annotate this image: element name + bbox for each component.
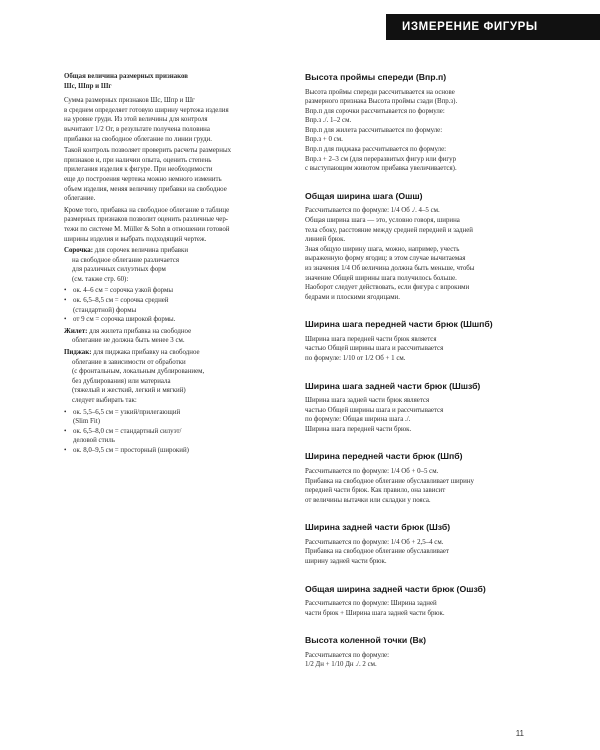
heading-back-step-width: Ширина шага задней части брюк (Шшзб) — [305, 380, 481, 391]
list-item: • ок. 6,5–8,5 см = сорочка средней (стандартной) формы — [64, 297, 169, 314]
section-armhole-front-text: Высота проймы спереди рассчитывается на основе размерного признака Высота проймы сзади (Впр.з). Впр.п для сорочки рассчитывается по формуле: Впр.з ./. 1–2 см. Впр.п для жилета рассчитывается по формуле: Впр.з + 0 см. Впр.п для пиджака рассчитывается по формуле: Впр.з + 2–3 см (для переразвитых фигур или фигур с выступающим животом прибавка увеличивается). — [305, 88, 458, 173]
jacket-label: Пиджак: — [64, 349, 92, 357]
list-item: • ок. 5,5–6,5 см = узкий/прилегающий (Slim Fit) — [64, 408, 181, 426]
shirt-list — [64, 286, 286, 324]
list-item: • ок. 8,0–9,5 см = просторный (широкий) — [64, 446, 189, 454]
section-front-step-width-text: Ширина шага передней части брюк является частью Общей ширины шага и рассчитывается по формуле: 1/10 от 1/2 Об + 1 см. — [305, 335, 444, 362]
section-total-back-width-text: Рассчитывается по формуле: Ширина задней части брюк + Ширина шага задней части брюк. — [305, 600, 445, 617]
shirt-label: Сорочка: — [64, 247, 94, 255]
paragraph-2: Такой контроль позволяет проверить расчеты размерных признаков и, при наличии опыта, оценить степень прилегания изделия к фигуре. При необходимости еще до построения чертежа можно немного изменить объем изделия, меняя величину прибавки на свободное облегание. — [64, 147, 232, 203]
section-back-trouser-width-text: Рассчитывается по формуле: 1/4 Об + 2,5–4 см. Прибавка на свободное облегание обуславливает ширину задней части брюк. — [305, 538, 449, 565]
section-back-step-width-text: Ширина шага задней части брюк является частью Общей ширины шага и рассчитывается по формуле: Общая ширина шага ./. Ширина шага передней части брюк. — [305, 397, 444, 433]
heading-total-size-features: Общая величина размерных признаков Шс, Шпр и Шг — [64, 73, 189, 90]
section-front-trouser-width-text: Рассчитывается по формуле: 1/4 Об + 0–5 см. Прибавка на свободное облегание обуславливает ширину передней части брюк. Как правило, она зависит от величины вытачки или складки у пояса. — [305, 467, 474, 504]
section-knee-height-text: Рассчитывается по формуле: 1/2 Дн + 1/10 Дн ./. 2 см. — [305, 651, 390, 669]
heading-knee-height: Высота коленной точки (Вк) — [305, 635, 427, 646]
list-item: • ок. 6,5–8,0 см = стандартный силуэт/ деловой стиль — [64, 427, 182, 445]
section-title: ИЗМЕРЕНИЕ ФИГУРЫ — [402, 21, 538, 33]
list-item: • ок. 4–6 см = сорочка узкой формы — [64, 287, 174, 295]
heading-total-back-width: Общая ширина задней части брюк (Ошзб) — [305, 583, 486, 594]
heading-total-step-width: Общая ширина шага (Ошш) — [305, 190, 423, 201]
page-number: 11 — [515, 729, 524, 738]
vest-label: Жилет: — [64, 327, 88, 335]
paragraph-1: Сумма размерных признаков Шс, Шпр и Шг в среднем определяет готовую ширину чертежа изделия на уровне груди. Из этой величины для контроля вычитают 1/2 Ог, в результате получена половина прибавки на свободное облегание по линии груди. — [64, 97, 229, 143]
heading-front-step-width: Ширина шага передней части брюк (Шшпб) — [305, 319, 493, 330]
heading-front-trouser-width: Ширина передней части брюк (Шпб) — [305, 451, 463, 462]
heading-armhole-front: Высота проймы спереди (Впр.п) — [305, 72, 447, 82]
section-total-step-width-text: Рассчитывается по формуле: 1/4 Об ./. 4–5 см. Общая ширина шага — это, условно говоря, ширина тела сбоку, расстояние между средней передней и задней линией брюк. Зная общую ширину шага, можно, например, учесть выраженную форму ягодиц: в этом случае вычитаемая из значения 1/4 Об величина должна быть меньше, чтобы значение Общей ширины шага получилось больше. Наоборот следует действовать, если фигура с впрокими бедрами и плоскими ягодицами. — [305, 207, 475, 301]
jacket-list — [64, 408, 286, 456]
left-column — [64, 72, 286, 458]
heading-back-trouser-width: Ширина задней части брюк (Шзб) — [305, 522, 451, 533]
section-header-bar — [386, 14, 600, 40]
paragraph-3: Кроме того, прибавка на свободное облегание в таблице размерных признаков позволит оценить различные чер- тежи по системе M. Müller & Sohn в отношении готовой ширины изделия и выбрать подходящий чертеж. — [64, 206, 230, 243]
list-item: • от 9 см = сорочка широкой формы. — [64, 316, 176, 324]
shirt-block: Сорочка: для сорочек величина прибавки на свободное облегание различается для различных силуэтных форм (см. также стр. 60): — [64, 247, 189, 283]
right-column — [305, 72, 523, 672]
vest-block: Жилет: для жилета прибавка на свободное облегание не должна быть менее 3 см. — [64, 327, 192, 345]
jacket-block: Пиджак: для пиджака прибавку на свободное облегание в зависимости от обработки (с фронтальным, локальным дублированием, без дублирования) или материала (тяжелый и жесткий, легкий и мягкий) следует выбирать так: — [64, 349, 205, 404]
